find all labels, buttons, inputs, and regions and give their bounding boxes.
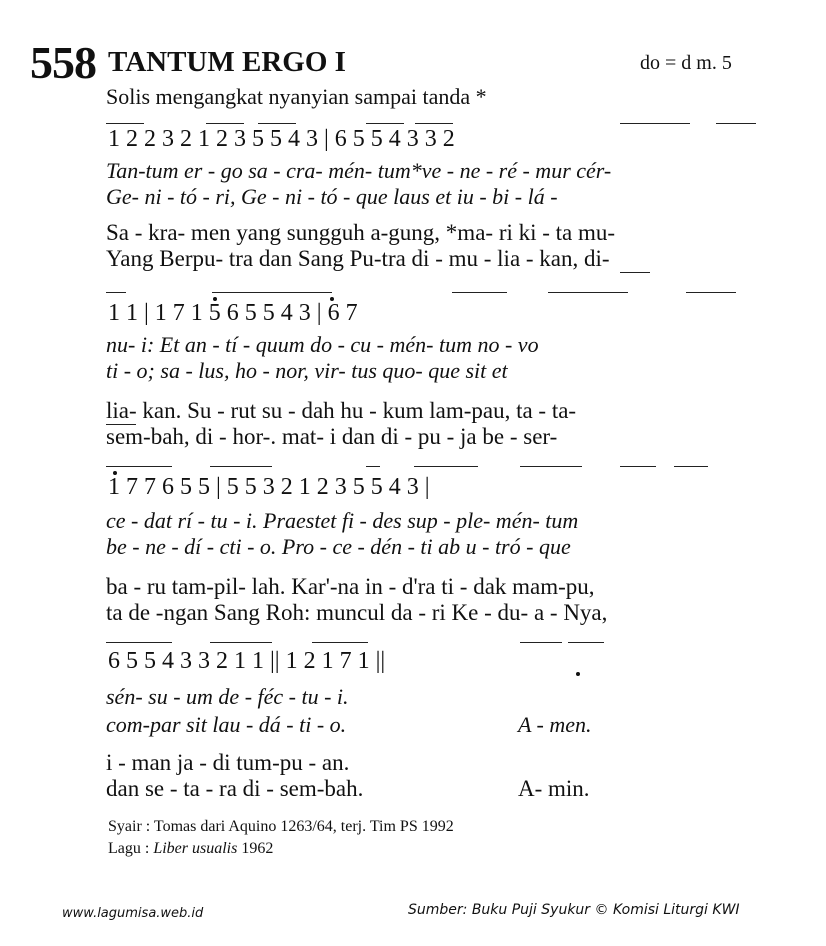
song-title: TANTUM ERGO I <box>108 46 346 78</box>
credit-melody <box>108 840 273 858</box>
source-attribution: Sumber: Buku Puji Syukur © Komisi Liturgi KWI <box>408 902 740 918</box>
indonesian-verse-1-line-2: lia- kan. Su - rut su - dah hu - kum lam-pau, ta - ta- <box>106 398 577 423</box>
latin-amen: A - men. <box>518 712 592 737</box>
indonesian-verse-2-line-4: dan se - ta - ra di - sem-bah. <box>106 776 364 801</box>
credit-melody-source: Liber usualis <box>153 840 238 857</box>
notation-line-4: 6 5 5 4 3 3 2 1 1 || 1 2 1 7 1 || <box>108 648 386 674</box>
notation-line-1: 1 2 2 3 2 1 2 3 5 5 4 3 | 6 5 5 4 3 3 2 <box>108 126 455 152</box>
latin-verse-1-line-2: nu- i: Et an - tí - quum do - cu - mén- tum no - vo <box>106 332 539 357</box>
credit-lyrics: Syair : Tomas dari Aquino 1263/64, terj. Tim PS 1992 <box>108 818 454 835</box>
indonesian-verse-1-line-4: i - man ja - di tum-pu - an. <box>106 750 350 775</box>
song-number: 558 <box>30 37 96 88</box>
latin-verse-1-line-3: ce - dat rí - tu - i. Praestet fi - des sup - ple- mén- tum <box>106 508 579 533</box>
latin-verse-2-line-2: ti - o; sa - lus, ho - nor, vir- tus quo- que sit et <box>106 358 508 383</box>
latin-verse-2-line-4: com-par sit lau - dá - ti - o. <box>106 712 347 737</box>
credit-melody-year: 1962 <box>237 840 274 857</box>
indonesian-amin: A- min. <box>518 776 590 801</box>
indonesian-verse-1-line-3: ba - ru tam-pil- lah. Kar'-na in - d'ra ti - dak mam-pu, <box>106 574 595 599</box>
website-link[interactable]: www.lagumisa.web.id <box>62 906 204 921</box>
latin-verse-1-line-4: sén- su - um de - féc - tu - i. <box>106 684 349 709</box>
indonesian-verse-2-line-3: ta de -ngan Sang Roh: muncul da - ri Ke - du- a - Nya, <box>106 600 608 625</box>
performance-instruction: Solis mengangkat nyanyian sampai tanda * <box>106 84 487 109</box>
notation-line-2: 1 1 | 1 7 1 5 6 5 5 4 3 | 6 7 <box>108 300 358 326</box>
indonesian-verse-2-line-1: Yang Berpu- tra dan Sang Pu-tra di - mu - lia - kan, di- <box>106 246 610 271</box>
indonesian-verse-1-line-1: Sa - kra- men yang sungguh a-gung, *ma- ri ki - ta mu- <box>106 220 616 245</box>
latin-verse-1-line-1: Tan-tum er - go sa - cra- mén- tum*ve - ne - ré - mur cér- <box>106 158 612 183</box>
credit-melody-label: Lagu : <box>108 840 154 857</box>
key-signature: do = d m. 5 <box>640 52 732 74</box>
notation-line-3: 1 7 7 6 5 5 | 5 5 3 2 1 2 3 5 5 4 3 | <box>108 474 430 500</box>
latin-verse-2-line-3: be - ne - dí - cti - o. Pro - ce - dén - ti ab u - tró - que <box>106 534 571 559</box>
indonesian-verse-2-line-2: sem-bah, di - hor-. mat- i dan di - pu - ja be - ser- <box>106 424 558 449</box>
latin-verse-2-line-1: Ge- ni - tó - ri, Ge - ni - tó - que laus et iu - bi - lá - <box>106 184 558 209</box>
